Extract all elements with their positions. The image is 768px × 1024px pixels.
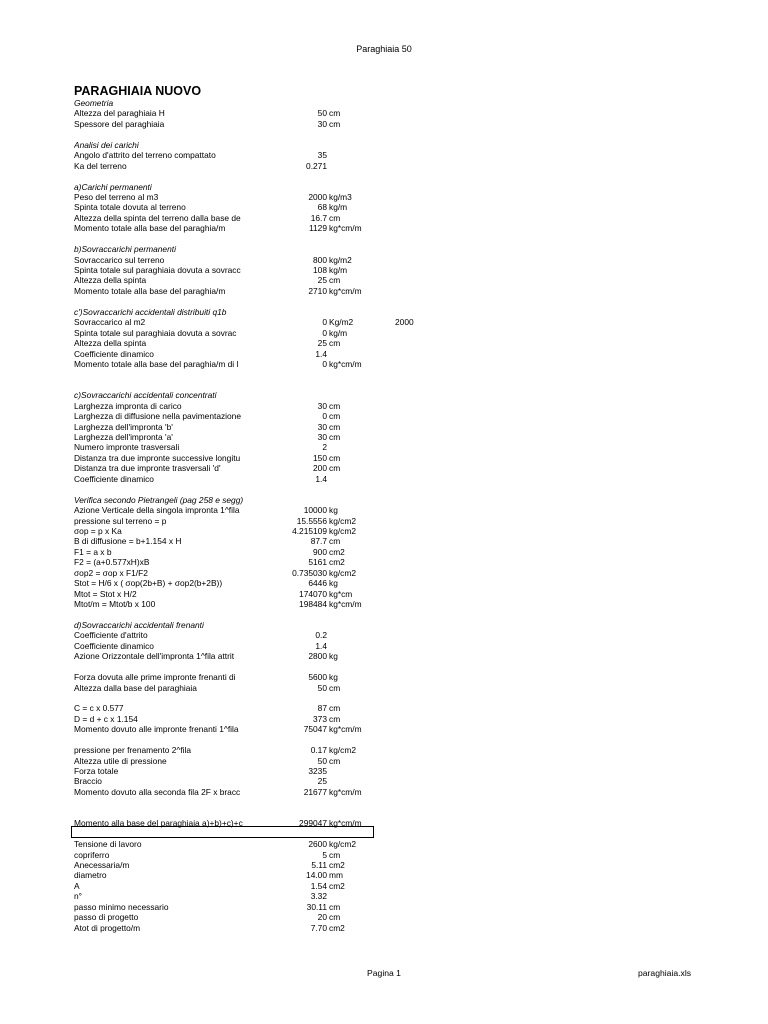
- sheet-row: [0, 703, 768, 713]
- row-label: Altezza del paraghiaia H: [74, 108, 165, 119]
- row-value: 30: [317, 421, 327, 432]
- row-label: Coefficiente d'attrito: [74, 630, 148, 641]
- row-value: 50: [317, 755, 327, 766]
- row-unit: kg/cm2: [329, 567, 356, 578]
- row-label: D = d + c x 1.154: [74, 713, 138, 724]
- row-label: Altezza della spinta del terreno dalla base de: [74, 212, 241, 223]
- sheet-row: [0, 536, 768, 546]
- row-value: 75047: [303, 724, 327, 735]
- sheet-row: [0, 870, 768, 880]
- row-value: 87: [317, 703, 327, 714]
- row-value: 6446: [308, 578, 327, 589]
- row-value: 30: [317, 400, 327, 411]
- sheet-row: [0, 776, 768, 786]
- row-value: 21677: [303, 786, 327, 797]
- section-heading: [0, 620, 768, 630]
- sheet-row: [0, 286, 768, 296]
- row-label: Larghezza impronta di carico: [74, 400, 182, 411]
- sheet-row: [0, 119, 768, 129]
- sheet-row: [0, 463, 768, 473]
- row-value: 5: [322, 849, 327, 860]
- sheet-row: [0, 724, 768, 734]
- row-value: 0.735030: [292, 567, 327, 578]
- row-value: 150: [313, 452, 327, 463]
- sheet-row: [0, 891, 768, 901]
- section-heading: [0, 495, 768, 505]
- row-value: 50: [317, 682, 327, 693]
- row-label: passo minimo necessario: [74, 901, 169, 912]
- row-value: 68: [317, 202, 327, 213]
- row-label: pressione sul terreno = p: [74, 515, 167, 526]
- row-value: 1.4: [315, 473, 327, 484]
- row-value: 1129: [308, 223, 327, 234]
- row-value: 15.5556: [296, 515, 327, 526]
- sheet-row: [0, 860, 768, 870]
- row-value: 900: [313, 546, 327, 557]
- sheet-row: [0, 609, 768, 619]
- row-unit: kg/cm2: [329, 525, 356, 536]
- row-unit: cm: [329, 463, 341, 474]
- row-value: 7.70: [310, 922, 327, 933]
- sheet-row: [0, 787, 768, 797]
- row-value: 2710: [308, 285, 327, 296]
- total-moment-box: [71, 826, 374, 838]
- sheet-row: [0, 641, 768, 651]
- row-extra-value: 2000: [395, 317, 414, 328]
- sheet-row: [0, 338, 768, 348]
- row-value: 198484: [299, 599, 327, 609]
- row-value: 0: [322, 358, 327, 369]
- row-label: Azione Orizzontale dell'impronta 1^fila attrit: [74, 651, 235, 662]
- sheet-row: [0, 265, 768, 275]
- row-value: 35: [317, 150, 327, 161]
- row-unit: cm2: [329, 546, 345, 557]
- sheet-row: [0, 557, 768, 567]
- row-label: Numero impronte trasversali: [74, 442, 180, 453]
- row-label: Atot di progetto/m: [74, 922, 141, 933]
- row-label: Sovraccarico sul terreno: [74, 254, 165, 265]
- sheet-row: [0, 850, 768, 860]
- row-value: 25: [317, 338, 327, 349]
- row-label: Analisi dei carichi: [74, 139, 139, 150]
- row-label: pressione per frenamento 2^fila: [74, 745, 192, 756]
- sheet-row: [0, 672, 768, 682]
- sheet-row: [0, 735, 768, 745]
- sheet-row: [0, 797, 768, 807]
- row-value: 87.7: [310, 536, 327, 547]
- row-label: F1 = a x b: [74, 546, 112, 557]
- row-unit: kg*cm/m: [329, 786, 362, 797]
- row-label: Momento dovuto alla seconda fila 2F x bracc: [74, 786, 241, 797]
- row-label: c)Sovraccarichi accidentali concentrati: [74, 390, 217, 401]
- sheet-row: [0, 745, 768, 755]
- row-unit: kg: [329, 578, 338, 589]
- row-label: Angolo d'attrito del terreno compattato: [74, 150, 216, 161]
- sheet-row: [0, 589, 768, 599]
- row-unit: cm: [329, 452, 341, 463]
- row-unit: cm: [329, 912, 341, 923]
- sheet-row: [0, 547, 768, 557]
- row-label: Spinta totale dovuta al terreno: [74, 202, 186, 213]
- row-value: 0: [322, 327, 327, 338]
- sheet-row: [0, 484, 768, 494]
- row-label: Peso del terreno al m3: [74, 191, 159, 202]
- row-unit: kg*cm/m: [329, 818, 362, 829]
- row-value: 25: [317, 275, 327, 286]
- row-label: F2 = (a+0.577xH)xB: [74, 557, 150, 568]
- row-label: Coefficiente dinamico: [74, 640, 154, 651]
- sheet-row: [0, 526, 768, 536]
- row-unit: cm2: [329, 557, 345, 568]
- row-unit: kg: [329, 672, 338, 683]
- page-number: Pagina 1: [367, 968, 401, 978]
- row-value: 3.32: [310, 891, 327, 902]
- sheet-row: [0, 150, 768, 160]
- row-value: 2: [322, 442, 327, 453]
- sheet-row: [0, 714, 768, 724]
- row-label: Anecessaria/m: [74, 859, 130, 870]
- row-value: 20: [317, 912, 327, 923]
- row-label: σop = p x Ka: [74, 525, 122, 536]
- sheet-row: [0, 923, 768, 933]
- row-unit: kg*cm/m: [329, 223, 362, 234]
- sheet-row: [0, 756, 768, 766]
- row-value: 30.11: [306, 901, 327, 912]
- row-label: Altezza della spinta: [74, 275, 147, 286]
- row-unit: cm: [329, 536, 341, 547]
- row-value: 5600: [308, 672, 327, 683]
- row-label: C = c x 0.577: [74, 703, 124, 714]
- row-unit: cm: [329, 411, 341, 422]
- row-unit: kg/m: [329, 327, 348, 338]
- sheet-row: [0, 349, 768, 359]
- sheet-row: [0, 296, 768, 306]
- sheet-row: [0, 129, 768, 139]
- row-value: 108: [313, 265, 327, 275]
- row-label: A: [74, 880, 80, 891]
- sheet-row: [0, 161, 768, 171]
- row-value: 200: [313, 463, 327, 474]
- row-label: copriferro: [74, 849, 110, 860]
- row-unit: kg*cm/m: [329, 724, 362, 735]
- sheet-row: [0, 328, 768, 338]
- row-label: b)Sovraccarichi permanenti: [74, 244, 176, 255]
- sheet-row: [0, 432, 768, 442]
- sheet-row: [0, 662, 768, 672]
- sheet-row: [0, 651, 768, 661]
- row-label: Mtot = Stot x H/2: [74, 588, 137, 599]
- sheet-row: [0, 171, 768, 181]
- sheet-row: [0, 839, 768, 849]
- row-unit: kg/cm2: [329, 745, 356, 756]
- section-heading: [0, 182, 768, 192]
- sheet-row: [0, 442, 768, 452]
- row-unit: cm: [329, 755, 341, 766]
- section-heading: [0, 244, 768, 254]
- row-label: Altezza utile di pressione: [74, 755, 167, 766]
- row-value: 800: [313, 254, 327, 265]
- row-value: 3235: [308, 766, 327, 776]
- row-unit: cm: [329, 682, 341, 693]
- row-label: Altezza della spinta: [74, 338, 147, 349]
- row-value: 0.2: [315, 630, 327, 641]
- row-value: 174070: [299, 588, 327, 599]
- row-unit: kg/cm2: [329, 515, 356, 526]
- row-value: 4.215109: [292, 525, 327, 536]
- sheet-row: [0, 516, 768, 526]
- calculation-sheet: [0, 98, 768, 933]
- row-value: 50: [317, 108, 327, 119]
- page-header: Paraghiaia 50: [356, 44, 412, 54]
- sheet-row: [0, 881, 768, 891]
- row-unit: kg/m2: [329, 254, 352, 265]
- sheet-row: [0, 578, 768, 588]
- row-label: Larghezza di diffusione nella pavimentazione: [74, 411, 241, 422]
- row-unit: kg/m: [329, 202, 348, 213]
- row-value: 2600: [308, 839, 327, 850]
- row-value: 25: [317, 776, 327, 787]
- sheet-row: [0, 223, 768, 233]
- sheet-row: [0, 505, 768, 515]
- row-label: Ka del terreno: [74, 160, 127, 171]
- row-value: 299047: [299, 818, 327, 829]
- row-unit: cm: [329, 338, 341, 349]
- row-label: Distanza tra due impronte trasversali 'd': [74, 463, 221, 474]
- row-label: Momento dovuto alle impronte frenanti 1^fila: [74, 724, 239, 735]
- row-unit: kg*cm: [329, 588, 353, 599]
- sheet-row: [0, 912, 768, 922]
- row-value: 0.17: [310, 745, 327, 756]
- row-label: Stot = H/6 x ( σop(2b+B) + σop2(b+2B)): [74, 578, 223, 589]
- sheet-row: [0, 411, 768, 421]
- row-value: 5161: [308, 557, 327, 568]
- row-label: Mtot/m = Mtot/b x 100: [74, 599, 156, 609]
- sheet-row: [0, 202, 768, 212]
- section-heading: [0, 140, 768, 150]
- row-label: Momento totale alla base del paraghia/m: [74, 285, 226, 296]
- row-unit: kg/m3: [329, 191, 352, 202]
- sheet-row: [0, 474, 768, 484]
- row-unit: kg*cm/m: [329, 358, 362, 369]
- row-label: Azione Verticale della singola impronta 1^fila: [74, 505, 240, 516]
- row-label: Forza totale: [74, 766, 119, 776]
- row-unit: cm2: [329, 880, 345, 891]
- row-unit: cm: [329, 901, 341, 912]
- row-label: Tensione di lavoro: [74, 839, 142, 850]
- row-label: Coefficiente dinamico: [74, 348, 154, 359]
- row-label: diametro: [74, 870, 107, 881]
- section-heading: [0, 307, 768, 317]
- row-value: 0: [322, 411, 327, 422]
- row-label: Braccio: [74, 776, 102, 787]
- row-label: B di diffusione = b+1.154 x H: [74, 536, 182, 547]
- row-value: 1.4: [315, 348, 327, 359]
- row-label: Distanza tra due impronte successive longitu: [74, 452, 241, 463]
- row-label: Momento totale alla base del paraghia/m: [74, 223, 226, 234]
- row-unit: kg: [329, 505, 338, 516]
- sheet-row: [0, 255, 768, 265]
- row-label: Larghezza dell'impronta 'a': [74, 432, 173, 442]
- sheet-row: [0, 369, 768, 379]
- sheet-row: [0, 766, 768, 776]
- row-value: 373: [313, 713, 327, 724]
- sheet-row: [0, 599, 768, 609]
- sheet-row: [0, 693, 768, 703]
- sheet-row: [0, 902, 768, 912]
- sheet-row: [0, 234, 768, 244]
- row-unit: cm: [329, 212, 341, 223]
- row-label: Spinta totale sul paraghiaia dovuta a sovracc: [74, 265, 241, 275]
- row-unit: Kg/m2: [329, 317, 354, 328]
- row-unit: kg*cm/m: [329, 599, 362, 609]
- row-label: n°: [74, 891, 83, 902]
- row-unit: mm: [329, 870, 343, 881]
- row-value: 0: [322, 317, 327, 328]
- row-unit: kg/cm2: [329, 839, 356, 850]
- sheet-row: [0, 380, 768, 390]
- row-label: Momento alla base del paraghiaia a)+b)+c)+c: [74, 818, 243, 829]
- row-label: Momento totale alla base del paraghia/m di l: [74, 358, 239, 369]
- row-value: 16.7: [310, 212, 327, 223]
- row-value: 30: [317, 118, 327, 129]
- row-unit: cm2: [329, 859, 345, 870]
- row-label: a)Carichi permanenti: [74, 181, 152, 192]
- sheet-row: [0, 453, 768, 463]
- row-value: 0.271: [306, 160, 327, 171]
- file-name: paraghiaia.xls: [638, 968, 692, 978]
- row-unit: kg/m: [329, 265, 348, 275]
- sheet-row: [0, 630, 768, 640]
- row-label: Altezza dalla base del paraghiaia: [74, 682, 197, 693]
- row-label: Larghezza dell'impronta 'b': [74, 421, 173, 432]
- row-unit: cm: [329, 118, 341, 129]
- row-value: 10000: [303, 505, 327, 516]
- row-value: 5.11: [311, 859, 327, 870]
- row-value: 30: [317, 432, 327, 442]
- sheet-row: [0, 808, 768, 818]
- row-value: 1.54: [310, 880, 327, 891]
- row-unit: cm: [329, 275, 341, 286]
- row-value: 2800: [308, 651, 327, 662]
- sheet-row: [0, 213, 768, 223]
- row-label: Coefficiente dinamico: [74, 473, 154, 484]
- row-label: Spessore del paraghiaia: [74, 118, 165, 129]
- sheet-row: [0, 317, 768, 327]
- sheet-row: [0, 568, 768, 578]
- row-unit: cm: [329, 421, 341, 432]
- row-unit: cm: [329, 108, 341, 119]
- row-value: 14.00: [306, 870, 327, 881]
- sheet-row: [0, 192, 768, 202]
- section-heading: [0, 98, 768, 108]
- row-label: Sovraccarico al m2: [74, 317, 146, 328]
- row-unit: kg*cm/m: [329, 285, 362, 296]
- row-label: d)Sovraccarichi accidentali frenanti: [74, 619, 204, 630]
- row-label: c')Sovraccarichi accidentali distribuiti q1b: [74, 306, 227, 317]
- row-label: Spinta totale sul paraghiaia dovuta a sovrac: [74, 327, 237, 338]
- sheet-row: [0, 108, 768, 118]
- sheet-row: [0, 683, 768, 693]
- document-title: PARAGHIAIA NUOVO: [74, 84, 202, 98]
- row-unit: cm: [329, 432, 341, 442]
- row-value: 2000: [308, 191, 327, 202]
- row-unit: cm: [329, 849, 341, 860]
- sheet-row: [0, 422, 768, 432]
- sheet-row: [0, 275, 768, 285]
- row-label: σop2 = σop x F1/F2: [74, 567, 148, 578]
- row-label: passo di progetto: [74, 912, 139, 923]
- row-unit: cm: [329, 400, 341, 411]
- row-unit: kg: [329, 651, 338, 662]
- sheet-row: [0, 359, 768, 369]
- row-unit: cm: [329, 703, 341, 714]
- row-label: Geometria: [74, 98, 114, 108]
- section-heading: [0, 390, 768, 400]
- row-label: Forza dovuta alle prime impronte frenanti di: [74, 672, 236, 683]
- row-unit: cm2: [329, 922, 345, 933]
- row-unit: cm: [329, 713, 341, 724]
- sheet-row: [0, 401, 768, 411]
- row-value: 1.4: [315, 640, 327, 651]
- row-label: Verifica secondo Pietrangeli (pag 258 e segg): [74, 494, 244, 505]
